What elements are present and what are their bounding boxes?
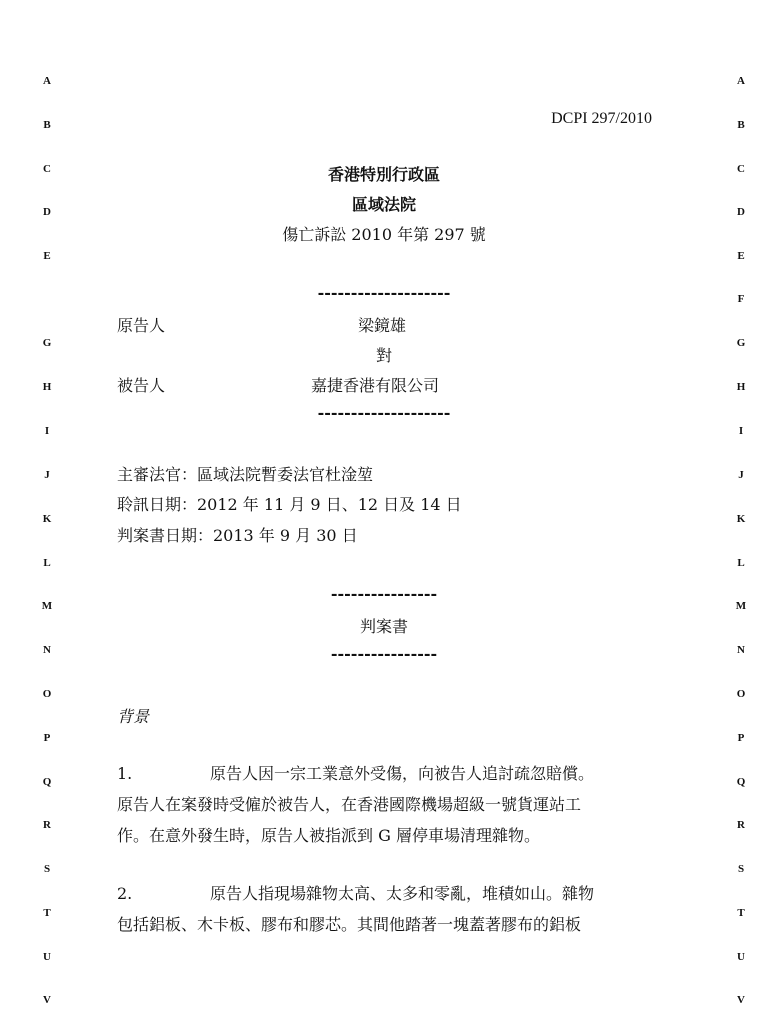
plaintiff-name: 梁鏡雄 [358,316,407,335]
margin-letter: O [736,688,746,700]
paragraph-1 [117,758,662,851]
judgment-date-line: 判案書日期：2013 年 9 月 30 日 [117,526,358,545]
margin-letter: O [42,688,52,700]
margin-letter: V [43,994,51,1006]
margin-letter: U [737,951,745,963]
divider: -------------------- [317,403,451,422]
paragraph-line [117,758,662,789]
court-name: 區域法院 [351,195,416,214]
margin-letter: S [43,863,51,875]
margin-letter: Q [42,776,52,788]
margin-letter: A [737,75,745,87]
margin-letter: I [738,425,744,437]
section-heading: 背景 [117,707,150,726]
hearing-dates-line: 聆訊日期：2012 年 11 月 9 日、12 日及 14 日 [117,495,462,514]
margin-letter: R [43,819,51,831]
margin-letter: T [737,907,745,919]
defendant-label: 被告人 [117,376,166,395]
margin-letter: A [43,75,51,87]
margin-letter: C [43,163,51,175]
margin-letter: K [42,513,52,525]
margin-letter: U [43,951,51,963]
paragraph-line [117,878,662,909]
margin-letter: E [737,250,745,262]
margin-letter: M [41,600,53,612]
margin-letter: G [42,337,52,349]
margin-letter: P [43,732,51,744]
margin-letter: L [737,557,745,569]
court-region: 香港特別行政區 [327,165,440,184]
margin-letter: I [44,425,50,437]
margin-letter: H [736,381,746,393]
margin-letter: T [43,907,51,919]
judgment-title: 判案書 [359,617,408,636]
divider: ---------------- [330,644,438,663]
defendant-name: 嘉捷香港有限公司 [311,376,440,395]
margin-letter: N [43,644,51,656]
paragraph-text: 原告人指現場雜物太高、太多和零亂，堆積如山。雜物 [210,884,595,903]
paragraph-line: 作。在意外發生時，原告人被指派到 G 層停車場清理雜物。 [117,826,540,845]
paragraph-number: 2. [117,884,133,903]
paragraph-text: 原告人因一宗工業意外受傷，向被告人追討疏忽賠償。 [210,764,595,783]
margin-letter: M [735,600,747,612]
margin-letter: D [737,206,745,218]
versus: 對 [375,346,392,365]
divider: ---------------- [330,584,438,603]
margin-letter: E [43,250,51,262]
paragraph-2 [117,878,662,940]
margin-letter: B [737,119,745,131]
case-number: DCPI 297/2010 [551,110,652,127]
margin-letter: J [738,469,744,481]
margin-letter: D [43,206,51,218]
margin-letter: R [737,819,745,831]
margin-letter: Q [736,776,746,788]
paragraph-line: 原告人在案發時受僱於被告人，在香港國際機場超級一號貨運站工 [117,795,582,814]
plaintiff-label: 原告人 [117,316,166,335]
margin-letter: F [737,293,745,305]
margin-letter: P [737,732,745,744]
paragraph-line: 包括鋁板、木卡板、膠布和膠芯。其間他踏著一塊蓋著膠布的鋁板 [117,915,582,934]
margin-letter: H [42,381,52,393]
margin-letter: G [736,337,746,349]
margin-letter: S [737,863,745,875]
margin-letter: N [737,644,745,656]
margin-letter: C [737,163,745,175]
judge-line: 主審法官：區域法院暫委法官杜淦堃 [117,465,374,484]
margin-letter: L [43,557,51,569]
margin-letter: B [43,119,51,131]
action-number: 傷亡訴訟 2010 年第 297 號 [282,225,486,244]
margin-letter: J [44,469,50,481]
divider: -------------------- [317,283,451,302]
margin-letter: K [736,513,746,525]
paragraph-number: 1. [117,764,133,783]
margin-letter: V [737,994,745,1006]
